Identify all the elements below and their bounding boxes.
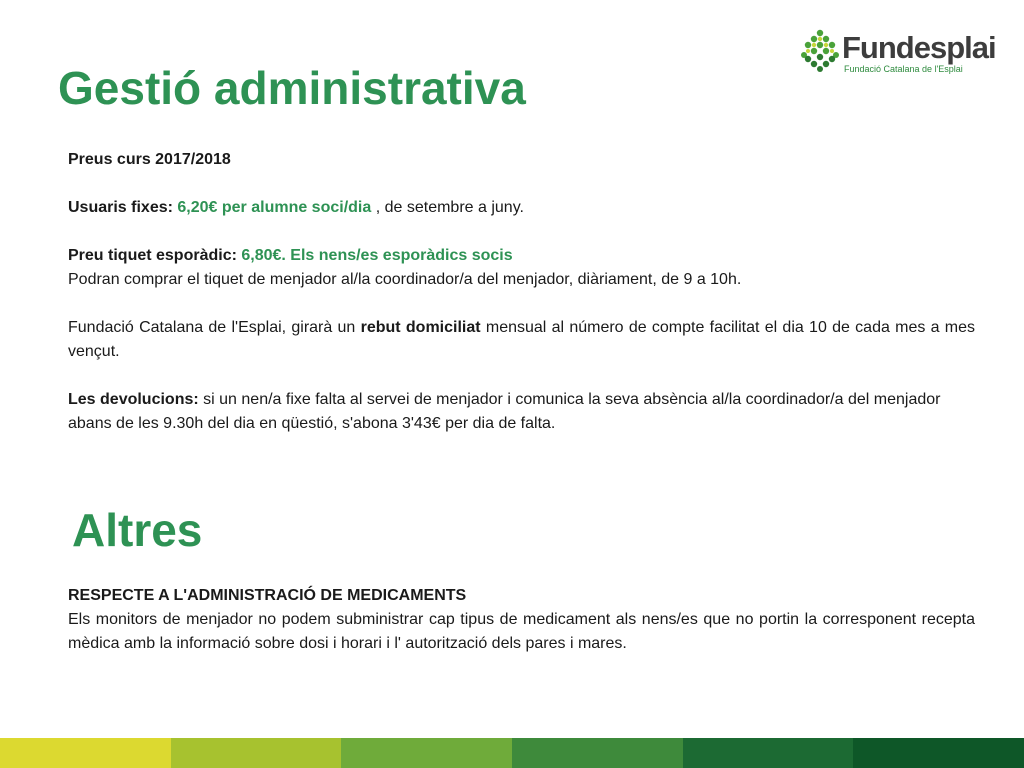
debit-text-2: mensual al número de compte facilitat el dia 10 de cada mes a mes vençut. bbox=[68, 319, 976, 360]
debit-bold: rebut domiciliat bbox=[360, 319, 481, 336]
sporadic-label: Preu tiquet esporàdic: bbox=[68, 247, 237, 264]
returns-paragraph bbox=[68, 388, 975, 436]
fixed-users-period: , de setembre a juny. bbox=[375, 199, 524, 216]
logo-name: Fundesplai bbox=[842, 30, 996, 65]
returns-text: si un nen/a fixe falta al servei de menjador i comunica la seva absència al/la coordinador/a del menjador abans de les 9.30h del dia en qüestió, s'abona 3'43€ per dia de falta. bbox=[68, 391, 941, 432]
returns-label: Les devolucions: bbox=[68, 391, 199, 408]
fundesplai-logo bbox=[800, 28, 996, 78]
prices-section bbox=[68, 148, 975, 436]
medication-section bbox=[68, 584, 975, 656]
footer-segment bbox=[171, 738, 342, 768]
sporadic-text: Podran comprar el tiquet de menjador al/la coordinador/a del menjador, diàriament, de 9 a 10h. bbox=[68, 271, 742, 288]
prices-heading: Preus curs 2017/2018 bbox=[68, 151, 231, 168]
page-title: Gestió administrativa bbox=[58, 62, 526, 114]
logo-subtitle: Fundació Catalana de l'Esplai bbox=[844, 64, 963, 74]
sporadic-line bbox=[68, 244, 975, 268]
medication-heading: RESPECTE A L'ADMINISTRACIÓ DE MEDICAMENTS bbox=[68, 587, 467, 604]
tree-icon bbox=[800, 28, 840, 76]
fixed-users-price: 6,20€ per alumne soci/dia bbox=[177, 199, 372, 216]
other-title: Altres bbox=[72, 504, 203, 556]
footer-color-bar bbox=[0, 738, 1024, 768]
footer-segment bbox=[512, 738, 683, 768]
footer-segment bbox=[853, 738, 1024, 768]
debit-paragraph bbox=[68, 316, 975, 364]
debit-text-1: Fundació Catalana de l'Esplai, girarà un bbox=[68, 319, 356, 336]
medication-text: Els monitors de menjador no podem subministrar cap tipus de medicament als nens/es que no portin la corresponent recepta mèdica amb la informació sobre dosi i horari i l' autorització dels pares i mares. bbox=[68, 611, 975, 652]
footer-segment bbox=[683, 738, 854, 768]
sporadic-price: 6,80€. Els nens/es esporàdics socis bbox=[241, 247, 513, 264]
fixed-users-line bbox=[68, 196, 975, 220]
fixed-users-label: Usuaris fixes: bbox=[68, 199, 173, 216]
footer-segment bbox=[0, 738, 171, 768]
footer-segment bbox=[341, 738, 512, 768]
